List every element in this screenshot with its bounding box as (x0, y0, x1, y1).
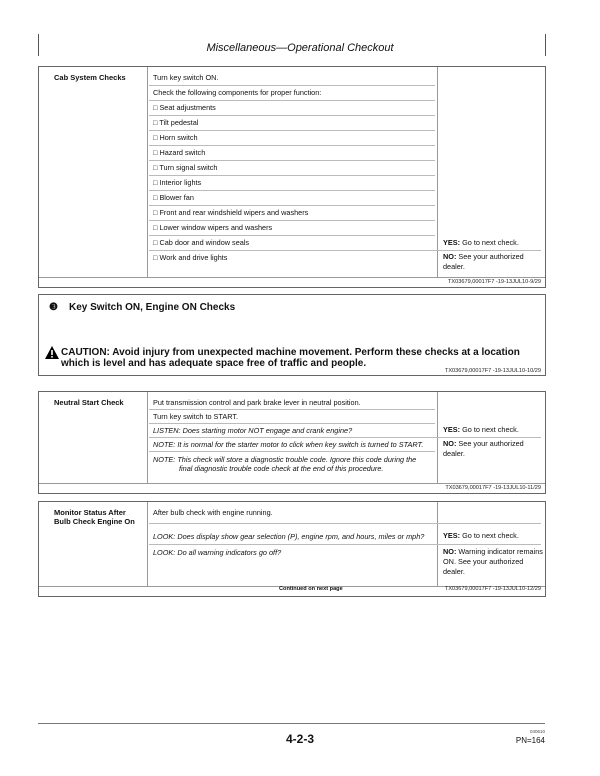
reference-code: TX03679,00017F7 -19-13JUL10-11/29 (445, 485, 541, 491)
neutral-start-label: Neutral Start Check (54, 398, 124, 407)
yes-label: YES: (443, 238, 461, 247)
row-separator (149, 451, 435, 452)
yes-text: Go to next check. (462, 531, 519, 540)
yes-label: YES: (443, 531, 461, 540)
monitor-status-label-2: Bulb Check Engine On (54, 517, 135, 526)
ref-separator (39, 277, 545, 278)
no-text: Warning indicator remains ON. See your authorized dealer. (443, 547, 543, 576)
section-title: Key Switch ON, Engine ON Checks (69, 302, 236, 313)
monitor-look-1: LOOK: Does display show gear selection (P), engine rpm, and hours, miles or mph? (153, 532, 425, 541)
checklist-item: □ Work and drive lights (153, 253, 227, 262)
neutral-line-2: Turn key switch to START. (153, 412, 239, 421)
checklist-item: □ Interior lights (153, 178, 201, 187)
yes-label: YES: (443, 425, 461, 434)
row-separator (149, 235, 435, 236)
row-separator (149, 205, 435, 206)
row-separator (149, 115, 435, 116)
no-label: NO: (443, 547, 457, 556)
row-separator (149, 175, 435, 176)
checklist-item: □ Lower window wipers and washers (153, 223, 272, 232)
neutral-start-block (38, 391, 546, 494)
yes-text: Go to next check. (462, 238, 519, 247)
row-separator (149, 85, 435, 86)
cab-intro-1: Turn key switch ON. (153, 73, 219, 82)
monitor-look-2: LOOK: Do all warning indicators go off? (153, 548, 282, 557)
no-answer (443, 547, 543, 577)
row-separator (149, 250, 541, 251)
checklist-item: □ Cab door and window seals (153, 238, 249, 247)
neutral-note-2b: final diagnostic trouble code check at the end of this procedure. (179, 464, 384, 473)
no-text: See your authorized dealer. (443, 252, 524, 271)
row-separator (149, 423, 435, 424)
row-separator (149, 145, 435, 146)
cab-system-checks-block (38, 66, 546, 288)
page-header-title: Miscellaneous—Operational Checkout (206, 42, 394, 54)
key-switch-block (38, 294, 546, 376)
ref-separator (39, 483, 545, 484)
checklist-item: □ Tilt pedestal (153, 118, 198, 127)
no-label: NO: (443, 252, 457, 261)
caution-line-2: which is level and has adequate space free of traffic and people. (61, 358, 367, 369)
checklist-item: □ Hazard switch (153, 148, 205, 157)
checklist-item: □ Front and rear windshield wipers and washers (153, 208, 308, 217)
row-separator (149, 190, 435, 191)
footer-rule (38, 723, 545, 724)
checklist-item: □ Horn switch (153, 133, 198, 142)
column-divider (437, 67, 438, 277)
reference-code: TX03679,00017F7 -19-13JUL10-9/29 (448, 279, 541, 285)
step-number: ❸ (49, 302, 58, 313)
yes-answer (443, 425, 543, 435)
checklist-item: □ Turn signal switch (153, 163, 217, 172)
row-separator (149, 160, 435, 161)
row-separator (149, 523, 541, 524)
yes-answer (443, 238, 543, 248)
neutral-line-1: Put transmission control and park brake lever in neutral position. (153, 398, 361, 407)
yes-text: Go to next check. (462, 425, 519, 434)
neutral-note-2a: NOTE: This check will store a diagnostic trouble code. Ignore this code during the (153, 455, 417, 464)
page-number: 4-2-3 (285, 732, 314, 746)
continued-note: Continued on next page (279, 586, 343, 592)
cab-intro-2: Check the following components for proper function: (153, 88, 322, 97)
monitor-status-label-1: Monitor Status After (54, 508, 126, 517)
neutral-note-1: NOTE: It is normal for the starter motor to click when key switch is turned to START. (153, 440, 424, 449)
monitor-status-block (38, 501, 546, 597)
row-separator (149, 130, 435, 131)
column-divider (147, 502, 148, 586)
column-divider (147, 392, 148, 483)
checklist-item: □ Blower fan (153, 193, 194, 202)
cab-system-checks-label: Cab System Checks (54, 73, 126, 82)
row-separator (149, 544, 541, 545)
monitor-line-1: After bulb check with engine running. (153, 508, 273, 517)
row-separator (149, 220, 435, 221)
warning-triangle-icon (45, 346, 59, 359)
row-separator (149, 437, 541, 438)
no-answer (443, 252, 543, 272)
footer-date-code: 040610 (529, 729, 545, 734)
row-separator (149, 100, 435, 101)
row-separator (149, 409, 435, 410)
no-label: NO: (443, 439, 457, 448)
checklist-item: □ Seat adjustments (153, 103, 216, 112)
no-text: See your authorized dealer. (443, 439, 524, 458)
neutral-listen: LISTEN: Does starting motor NOT engage and crank engine? (153, 426, 353, 435)
no-answer (443, 439, 543, 459)
yes-answer (443, 531, 543, 541)
pn-number: PN=164 (515, 736, 545, 745)
reference-code: TX03679,00017F7 -19-13JUL10-10/29 (444, 368, 541, 374)
caution-line-1: CAUTION: Avoid injury from unexpected machine movement. Perform these checks at a location (61, 347, 520, 358)
column-divider (147, 67, 148, 277)
reference-code: TX03679,00017F7 -19-13JUL10-12/29 (444, 586, 541, 592)
